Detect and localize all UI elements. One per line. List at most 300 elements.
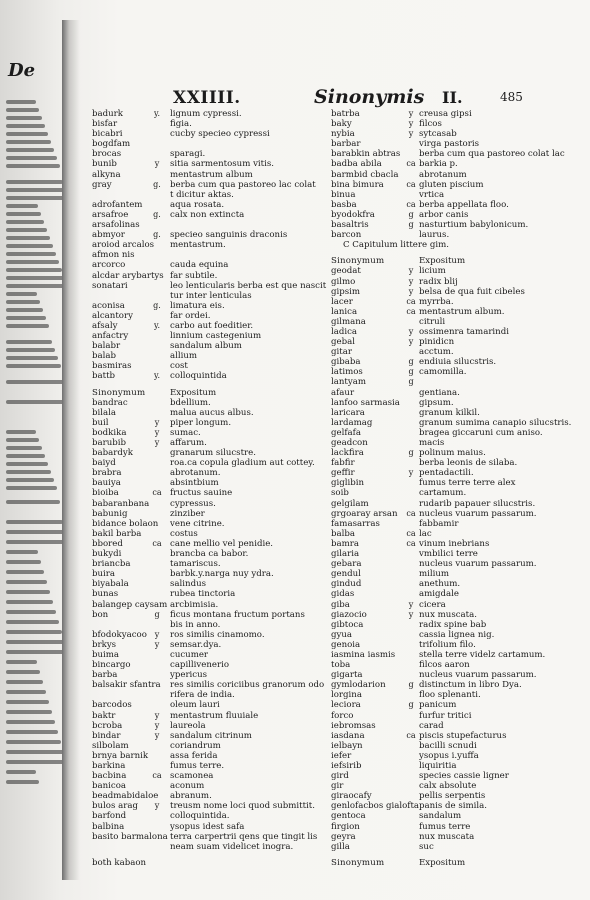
synonym-entry <box>331 149 571 159</box>
synonym-entry <box>92 751 314 761</box>
synonym-entry <box>92 781 314 791</box>
exposition-text: bacilli scnudi <box>419 740 477 751</box>
synonym-entry <box>92 569 314 579</box>
facing-page-text-line <box>6 462 48 466</box>
exposition-text: distinctum in libro Dya. <box>419 680 522 691</box>
exposition-text: belsa de qua fuit cibeles <box>419 286 525 297</box>
synonym-term: gyua <box>331 629 353 640</box>
exposition-text: fabbamir <box>419 518 459 529</box>
exposition-text: gentiana. <box>419 387 460 398</box>
synonym-term: laricara <box>331 407 365 418</box>
book-gutter <box>62 20 80 880</box>
origin-mark: y <box>154 720 160 730</box>
synonym-entry <box>92 579 314 589</box>
synonym-term: silbolam <box>92 740 129 751</box>
synonym-term: barcon <box>331 230 362 241</box>
exposition-text: camomilla. <box>419 367 467 378</box>
synonym-term: bilala <box>92 407 116 418</box>
synonym-entry <box>331 761 571 771</box>
origin-mark: y <box>408 266 414 276</box>
synonym-entry <box>331 468 571 478</box>
origin-mark: y <box>408 326 414 336</box>
synonym-term: babunig <box>92 508 128 519</box>
origin-mark: y <box>154 159 160 169</box>
column-subheader <box>92 388 314 398</box>
synonym-entry <box>331 438 571 448</box>
exposition-text: laurus. <box>419 230 450 241</box>
synonym-entry <box>92 341 314 351</box>
synonym-term: aroiod arcalos <box>92 240 155 251</box>
exposition-text: floo splenanti. <box>419 690 481 701</box>
synonym-term: gir <box>331 781 344 792</box>
synonym-entry <box>331 388 571 398</box>
synonym-entry <box>92 458 314 468</box>
exposition-text: nucleus vuarum passarum. <box>419 559 537 570</box>
facing-page-text-line <box>6 156 57 160</box>
synonym-term: lacer <box>331 296 353 307</box>
exposition-text: capillivenerio <box>170 660 230 671</box>
synonym-entry <box>331 119 571 129</box>
exposition-text: tur inter lenticulas <box>170 290 252 301</box>
facing-page-text-line <box>6 300 40 304</box>
facing-page-text-line <box>6 486 57 490</box>
synonym-entry <box>331 180 571 190</box>
synonym-entry <box>92 230 314 240</box>
synonym-term: adrofantem <box>92 199 143 210</box>
origin-mark: ca <box>406 159 416 169</box>
origin-mark: ca <box>406 179 416 189</box>
synonym-entry <box>331 347 571 357</box>
synonym-term: gird <box>331 771 349 782</box>
exposition-text: barbk.y.narga nuy ydra. <box>170 569 274 580</box>
synonym-entry <box>92 858 314 868</box>
origin-mark: y. <box>154 320 160 330</box>
synonym-entry <box>92 499 314 509</box>
synonym-entry <box>331 220 571 230</box>
origin-mark: ca <box>406 538 416 548</box>
synonym-term: lackfira <box>331 448 364 459</box>
synonym-entry <box>92 250 314 260</box>
exposition-text: C Capitulum littere gim. <box>343 240 449 251</box>
exposition-text: limatura eis. <box>170 300 225 311</box>
synonym-entry <box>331 589 571 599</box>
facing-page-text-line <box>6 470 51 474</box>
synonym-entry <box>92 149 314 159</box>
synonym-term: both kabaon <box>92 857 147 868</box>
exposition-text: filcos aaron <box>419 660 470 671</box>
facing-page-text-line <box>6 590 50 594</box>
synonym-entry <box>331 377 571 387</box>
synonym-entry <box>331 660 571 670</box>
synonym-term: sonatari <box>92 280 128 291</box>
synonym-entry <box>331 488 571 498</box>
synonym-entry <box>331 317 571 327</box>
facing-page-text-line <box>6 252 56 256</box>
exposition-text: nucleus vuarum passarum. <box>419 508 537 519</box>
exposition-text: anethum. <box>419 579 461 590</box>
synonym-term: gelgilam <box>331 498 369 509</box>
facing-page-text-line <box>6 570 44 574</box>
facing-page-text-line <box>6 770 36 774</box>
synonym-entry <box>92 371 314 381</box>
synonym-term: babardyk <box>92 448 133 459</box>
facing-page-text-line <box>6 620 59 624</box>
synonym-term: banicoa <box>92 781 127 792</box>
synonym-entry <box>92 271 314 281</box>
synonym-term: bunib <box>92 159 117 170</box>
synonym-term: geodat <box>331 266 361 277</box>
synonym-term: brkys <box>92 639 117 650</box>
exposition-text: radix blij <box>419 276 458 287</box>
synonym-term: badba abila <box>331 159 382 170</box>
synonym-term: Sinonymum <box>331 857 385 868</box>
synonym-term: briancba <box>92 559 131 570</box>
exposition-text: salindus <box>170 579 207 590</box>
exposition-text: sitia sarmentosum vitis. <box>170 159 275 170</box>
synonym-entry <box>331 230 571 240</box>
synonym-entry <box>92 529 314 539</box>
synonym-term: bisfar <box>92 119 118 130</box>
origin-mark: ca <box>152 538 162 548</box>
synonym-entry <box>92 361 314 371</box>
origin-mark: y <box>154 710 160 720</box>
synonym-term: baktr <box>92 710 116 721</box>
synonym-entry <box>92 680 325 691</box>
synonym-entry <box>331 670 571 680</box>
facing-page-text-line <box>6 560 41 564</box>
synonym-entry <box>331 781 571 791</box>
synonym-term: leciora <box>331 700 361 711</box>
synonym-term: giglibin <box>331 478 365 489</box>
facing-page-text-line <box>6 140 51 144</box>
exposition-text: cucumer <box>170 649 209 660</box>
synonym-entry <box>331 519 571 529</box>
synonym-entry <box>92 448 314 458</box>
synonym-entry <box>331 610 571 620</box>
synonym-entry <box>92 620 314 630</box>
facing-page-text-line <box>6 700 49 704</box>
synonym-term: bon <box>92 609 109 620</box>
synonym-term: afmon nis <box>92 250 135 261</box>
origin-mark: ca <box>406 296 416 306</box>
origin-mark: g <box>408 377 414 387</box>
synonym-term: afaur <box>331 387 355 398</box>
synonym-entry <box>92 589 314 599</box>
synonym-term: gigarta <box>331 670 363 681</box>
synonym-entry <box>331 811 571 821</box>
synonym-column-right <box>331 109 571 868</box>
synonym-term: balsakir sfantra <box>92 680 161 691</box>
exposition-text: arcbimisia. <box>170 599 219 610</box>
facing-page-text-line <box>6 750 64 754</box>
origin-mark: y <box>154 629 160 639</box>
synonym-entry <box>92 321 314 331</box>
facing-page-text-line <box>6 670 40 674</box>
facing-page-text-line <box>6 108 39 112</box>
exposition-text: mentastrum fluuiale <box>170 710 259 721</box>
exposition-text: coriandrum <box>170 740 221 751</box>
synonym-entry <box>331 529 571 539</box>
origin-mark: g <box>408 448 414 458</box>
exposition-text: leo lenticularis berba est que nascit <box>170 280 327 291</box>
exposition-text: cypressus. <box>170 498 216 509</box>
synonym-term: brnya barnik <box>92 750 149 761</box>
synonym-term: lanfoo sarmasia <box>331 397 400 408</box>
exposition-text: rudarib papauer silucstris. <box>419 498 536 509</box>
exposition-text: pellis serpentis <box>419 791 486 802</box>
synonym-term: bunas <box>92 589 119 600</box>
facing-page-text-line <box>6 680 43 684</box>
facing-page-text-line <box>6 780 39 784</box>
synonym-term: battb <box>92 371 116 382</box>
synonym-term: balangep caysam <box>92 599 168 610</box>
synonym-entry <box>331 700 571 710</box>
exposition-text: far subtile. <box>170 270 218 281</box>
synonym-term: grgoaray arsan <box>331 508 398 519</box>
synonym-term: lardamag <box>331 417 373 428</box>
synonym-entry <box>331 791 571 801</box>
synonym-entry <box>331 822 571 832</box>
facing-page-text-line <box>6 730 58 734</box>
synonym-entry <box>92 139 314 149</box>
synonym-entry <box>92 438 314 448</box>
exposition-text: cucby specieo cypressi <box>170 129 270 140</box>
synonym-term: gitar <box>331 347 352 358</box>
origin-mark: y <box>408 276 414 286</box>
synonym-entry <box>92 408 314 418</box>
exposition-text: specieo sanguinis draconis <box>170 230 288 241</box>
synonym-entry <box>92 200 314 210</box>
exposition-text: aqua rosata. <box>170 199 225 210</box>
synonym-term: geffir <box>331 468 355 479</box>
exposition-text: bis in anno. <box>170 619 221 630</box>
facing-page-text-line <box>6 124 45 128</box>
synonym-entry <box>331 600 571 610</box>
synonym-term: badurk <box>92 109 123 119</box>
synonym-entry <box>331 357 571 367</box>
synonym-term: batrba <box>331 109 360 119</box>
exposition-text: granarum silucstre. <box>170 448 256 459</box>
synonym-term: Sinonymum <box>92 387 146 398</box>
exposition-text: rifera de india. <box>170 690 235 701</box>
synonym-entry <box>331 478 571 488</box>
synonym-entry <box>92 731 314 741</box>
facing-page-text-line <box>6 446 42 450</box>
synonym-entry <box>331 771 571 781</box>
synonym-entry <box>92 170 314 180</box>
origin-mark: y <box>154 801 160 811</box>
facing-page-text-line <box>6 180 63 184</box>
column-subheader <box>331 256 571 266</box>
folio-number: XXIIII. <box>173 88 241 108</box>
exposition-text: barkia p. <box>419 159 458 170</box>
synonym-entry <box>331 428 571 438</box>
exposition-text: fumus terre terre alex <box>419 478 516 489</box>
exposition-text: cassia lignea nig. <box>419 629 495 640</box>
exposition-text: scamonea <box>170 771 214 782</box>
exposition-text: endiuia silucstris. <box>419 357 497 368</box>
synonym-entry <box>92 801 314 811</box>
synonym-entry <box>331 569 571 579</box>
synonym-entry <box>331 721 571 731</box>
origin-mark: y. <box>154 109 160 118</box>
synonym-term: toba <box>331 660 351 671</box>
synonym-term: geadcon <box>331 438 368 448</box>
facing-page-text-line <box>6 454 45 458</box>
exposition-text: figia. <box>170 119 192 130</box>
exposition-text: granum kilkil. <box>419 407 480 418</box>
origin-mark: y <box>408 609 414 619</box>
synonym-term: bauiya <box>92 478 121 489</box>
synonym-term: iefer <box>331 750 352 761</box>
synonym-entry <box>331 266 571 276</box>
synonym-entry <box>92 700 314 710</box>
exposition-text: bdellium. <box>170 397 211 408</box>
synonym-term: bfodokyacoo <box>92 629 147 640</box>
synonym-term: brabra <box>92 468 122 479</box>
exposition-text: nasturtium babylonicum. <box>419 220 529 231</box>
synonym-term: iefsirib <box>331 761 362 771</box>
exposition-text: vmbilici terre <box>419 549 478 560</box>
synonym-entry <box>92 331 314 341</box>
exposition-text: rubea tinctoria <box>170 589 236 600</box>
origin-mark: g. <box>153 179 161 189</box>
running-title: Sinonymis <box>314 86 425 108</box>
synonym-term: bioiba <box>92 488 119 499</box>
synonym-term: barmbid cbacla <box>331 169 399 180</box>
exposition-text: fumus terre. <box>170 761 225 771</box>
synonym-term: gibaba <box>331 357 361 368</box>
facing-page-text-line <box>6 500 60 504</box>
synonym-term: babaranbana <box>92 498 150 509</box>
synonym-entry <box>92 119 314 129</box>
exposition-text: cicera <box>419 599 446 610</box>
synonym-entry <box>331 408 571 418</box>
facing-page-text-line <box>6 196 69 200</box>
facing-page-text-line <box>6 236 50 240</box>
exposition-text: acctum. <box>419 347 454 358</box>
facing-page-text-line <box>6 340 52 344</box>
exposition-text: cartamum. <box>419 488 467 499</box>
synonym-entry <box>92 842 314 852</box>
origin-mark: ca <box>406 508 416 518</box>
exposition-text: gipsum. <box>419 397 454 408</box>
synonym-entry <box>331 539 571 549</box>
synonym-entry <box>331 751 571 761</box>
origin-mark: y <box>408 599 414 609</box>
exposition-text: aconum <box>170 781 205 792</box>
facing-page-text-line <box>6 610 56 614</box>
facing-page-fragment <box>0 30 68 870</box>
synonym-entry <box>331 129 571 139</box>
exposition-text: macis <box>419 438 445 448</box>
facing-page-text-line <box>6 316 46 320</box>
exposition-text: cost <box>170 361 188 372</box>
exposition-text: colloquintida <box>170 371 227 382</box>
exposition-text: berba appellata floo. <box>419 199 509 210</box>
exposition-text: sumac. <box>170 427 201 438</box>
synonym-entry <box>92 280 327 291</box>
exposition-text: nux muscata. <box>419 609 477 620</box>
synonym-term: buima <box>92 649 120 660</box>
synonym-entry <box>331 170 571 180</box>
exposition-text: sandalum album <box>170 341 242 352</box>
exposition-text: species cassie ligner <box>419 771 509 782</box>
facing-page-text-line <box>6 116 42 120</box>
exposition-text: terra carpertrii qens que tingit lis <box>170 831 318 842</box>
exposition-text: gluten piscium <box>419 179 484 190</box>
exposition-text: filcos <box>419 119 442 130</box>
exposition-text: myrrba. <box>419 296 454 307</box>
synonym-term: ielbayn <box>331 740 363 751</box>
synonym-term: gindud <box>331 579 362 590</box>
exposition-text: berba cum qua pastoreo colat lac <box>419 149 565 160</box>
synonym-term: genoia <box>331 639 361 650</box>
exposition-text: zinziber <box>170 508 205 519</box>
facing-page-text-line <box>6 188 66 192</box>
exposition-text: abrotanum <box>419 169 467 180</box>
synonym-term: barfond <box>92 811 127 822</box>
synonym-entry <box>92 741 314 751</box>
synonym-entry <box>331 499 571 509</box>
facing-page-text-line <box>6 148 54 152</box>
facing-page-text-line <box>6 364 61 368</box>
synonym-entry <box>92 311 314 321</box>
origin-mark: g <box>408 700 414 710</box>
synonym-term: barbar <box>331 139 361 150</box>
exposition-text: sandalum <box>419 811 462 822</box>
exposition-text: Expositum <box>170 387 217 398</box>
exposition-text: costus <box>170 528 198 539</box>
synonym-term: gilmana <box>331 316 366 327</box>
exposition-text: carbo aut foeditier. <box>170 320 254 331</box>
synonym-entry <box>331 307 571 317</box>
synonym-term: gray <box>92 179 112 190</box>
exposition-text: granum sumima canapio silucstris. <box>419 417 572 428</box>
synonym-term: byodokfra <box>331 209 375 220</box>
exposition-text: oleum lauri <box>170 700 220 711</box>
facing-page-text-line <box>6 260 59 264</box>
synonym-term: giba <box>331 599 350 610</box>
synonym-entry <box>331 711 571 721</box>
synonym-entry <box>331 559 571 569</box>
synonym-entry <box>331 549 571 559</box>
synonym-term: arcorco <box>92 260 126 271</box>
exposition-text: mentastrum album. <box>419 306 505 317</box>
synonym-term: giazocio <box>331 609 367 620</box>
synonym-entry <box>92 630 314 640</box>
exposition-text: calx absolute <box>419 781 477 792</box>
synonym-term: nybia <box>331 129 355 140</box>
synonym-term: lanica <box>331 306 358 317</box>
synonym-entry <box>331 620 571 630</box>
exposition-text: colloquintida. <box>170 811 230 822</box>
origin-mark: g. <box>153 230 161 240</box>
synonym-term: bakil barba <box>92 528 142 539</box>
exposition-text: panis de simila. <box>419 801 488 812</box>
synonym-term: gilmo <box>331 276 356 287</box>
origin-mark: g <box>154 609 160 619</box>
synonym-term: arsafroe <box>92 209 129 220</box>
synonym-entry <box>331 731 571 741</box>
synonym-term: barba <box>92 670 118 681</box>
facing-page-text-line <box>6 220 44 224</box>
origin-mark: ca <box>152 488 162 498</box>
synonym-entry <box>92 398 314 408</box>
facing-page-text-line <box>6 438 39 442</box>
synonym-term: barabkin abtras <box>331 149 401 160</box>
exposition-text: allium <box>170 351 198 362</box>
